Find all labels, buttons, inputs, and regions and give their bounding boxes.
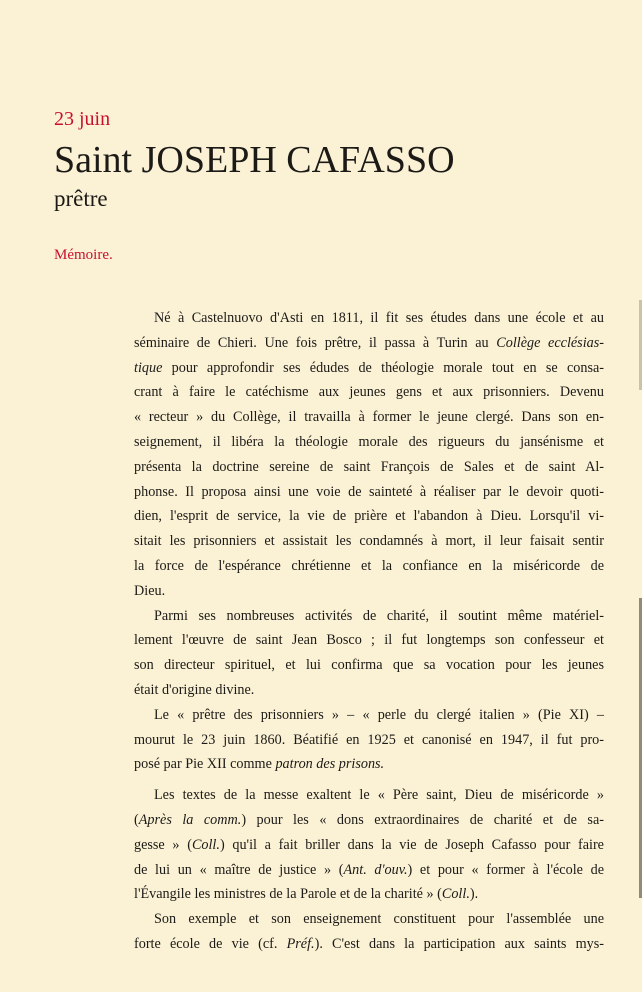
text-run: posé par Pie XII comme	[134, 756, 276, 773]
text-line	[134, 405, 604, 430]
text-run: ) pour les « dons extraordinaires de charité et de sa-	[241, 811, 604, 828]
text-line	[134, 653, 604, 678]
paragraph	[134, 907, 604, 957]
feast-date: 23 juin	[54, 108, 111, 130]
text-run: Né à Castelnuovo d'Asti en 1811, il fit ses études dans une école et au	[154, 310, 604, 326]
text-run: ). C'est dans la participation aux saints mys-	[314, 935, 604, 952]
text-line	[134, 808, 604, 833]
italic-text: Collège ecclésias-	[496, 334, 604, 351]
text-line	[134, 752, 604, 777]
text-line	[134, 554, 604, 579]
text-run: gesse » (	[134, 836, 192, 853]
text-run: l'Évangile les ministres de la Parole et de la charité » (	[134, 886, 442, 903]
text-line	[134, 604, 604, 629]
text-line	[134, 628, 604, 653]
italic-text: Coll.	[191, 836, 220, 853]
text-run: phonse. Il proposa ainsi une voie de sainteté à réaliser par le devoir quoti-	[134, 483, 604, 500]
text-run: Le « prêtre des prisonniers » – « perle du clergé italien » (Pie XI) –	[154, 706, 604, 723]
paragraph	[134, 703, 604, 777]
text-run: son directeur spirituel, et lui confirma que sa vocation pour les jeunes	[134, 657, 604, 674]
text-line	[134, 882, 604, 907]
biography-text	[134, 306, 604, 957]
text-run: (	[134, 811, 139, 828]
text-line	[134, 306, 604, 331]
text-run: ).	[469, 886, 479, 903]
text-run: crant à faire le catéchisme aux jeunes gens et aux prisonniers. Devenu	[134, 384, 604, 401]
text-run: séminaire de Chieri. Une fois prêtre, il passa à Turin au	[134, 334, 497, 351]
text-run: ) et pour « former à l'école de	[407, 861, 604, 878]
text-run: seignement, il libéra la théologie morale des rigueurs du jansénisme et	[134, 433, 604, 450]
text-run: Son exemple et son enseignement constituent pour l'assemblée une	[154, 911, 604, 928]
text-run: « recteur » du Collège, il travailla à former le jeune clergé. Dans son en-	[134, 409, 604, 426]
text-line	[134, 480, 604, 505]
text-line	[134, 783, 604, 808]
paragraph	[134, 604, 604, 703]
saint-subtitle: prêtre	[54, 186, 108, 211]
text-run: Les textes de la messe exaltent le « Père saint, Dieu de miséricorde »	[154, 787, 604, 804]
text-line	[134, 455, 604, 480]
text-line	[134, 380, 604, 405]
paragraph	[134, 306, 604, 604]
text-line	[134, 907, 604, 932]
italic-text: patron des prisons.	[275, 756, 385, 773]
text-line	[134, 356, 604, 381]
liturgical-rank: Mémoire.	[54, 247, 113, 263]
text-run: la force de l'espérance chrétienne et la confiance en la miséricorde de	[134, 557, 604, 574]
text-run: était d'origine divine.	[134, 681, 255, 698]
text-run: forte école de vie (cf.	[134, 935, 287, 952]
text-run: sitait les prisonniers et assistait les condamnés à mort, il leur faisait sentir	[134, 533, 604, 550]
text-line	[134, 833, 604, 858]
saint-title: Saint JOSEPH CAFASSO	[54, 139, 455, 181]
text-line	[134, 529, 604, 554]
italic-text: Préf.	[286, 935, 315, 952]
text-line	[134, 932, 604, 957]
text-run: ) qu'il a fait briller dans la vie de Joseph Cafasso pour faire	[219, 836, 604, 853]
text-run: de lui un « maître de justice » (	[134, 861, 344, 878]
text-run: Parmi ses nombreuses activités de charité, il soutint même matériel-	[154, 607, 604, 624]
text-line	[134, 504, 604, 529]
text-run: mourut le 23 juin 1860. Béatifié en 1925 et canonisé en 1947, il fut pro-	[134, 731, 604, 748]
text-run: pour approfondir ses édudes de théologie morale tout en se consa-	[162, 359, 604, 376]
text-run: dien, l'esprit de service, la vie de prière et l'abandon à Dieu. Lorsqu'il vi-	[134, 508, 604, 525]
text-run: présenta la doctrine sereine de saint François de Sales et de saint Al-	[134, 458, 604, 475]
text-line	[134, 430, 604, 455]
text-line	[134, 678, 604, 703]
italic-text: Coll.	[441, 886, 470, 903]
text-run: lement l'œuvre de saint Jean Bosco ; il fut longtemps son confesseur et	[134, 632, 604, 649]
italic-text: Après la comm.	[138, 811, 242, 828]
text-line	[134, 728, 604, 753]
text-run: Dieu.	[134, 582, 166, 599]
italic-text: tique	[134, 359, 163, 376]
text-line	[134, 579, 604, 604]
text-line	[134, 858, 604, 883]
text-line	[134, 331, 604, 356]
italic-text: Ant. d'ouv.	[343, 861, 408, 878]
text-line	[134, 703, 604, 728]
paragraph	[134, 783, 604, 907]
